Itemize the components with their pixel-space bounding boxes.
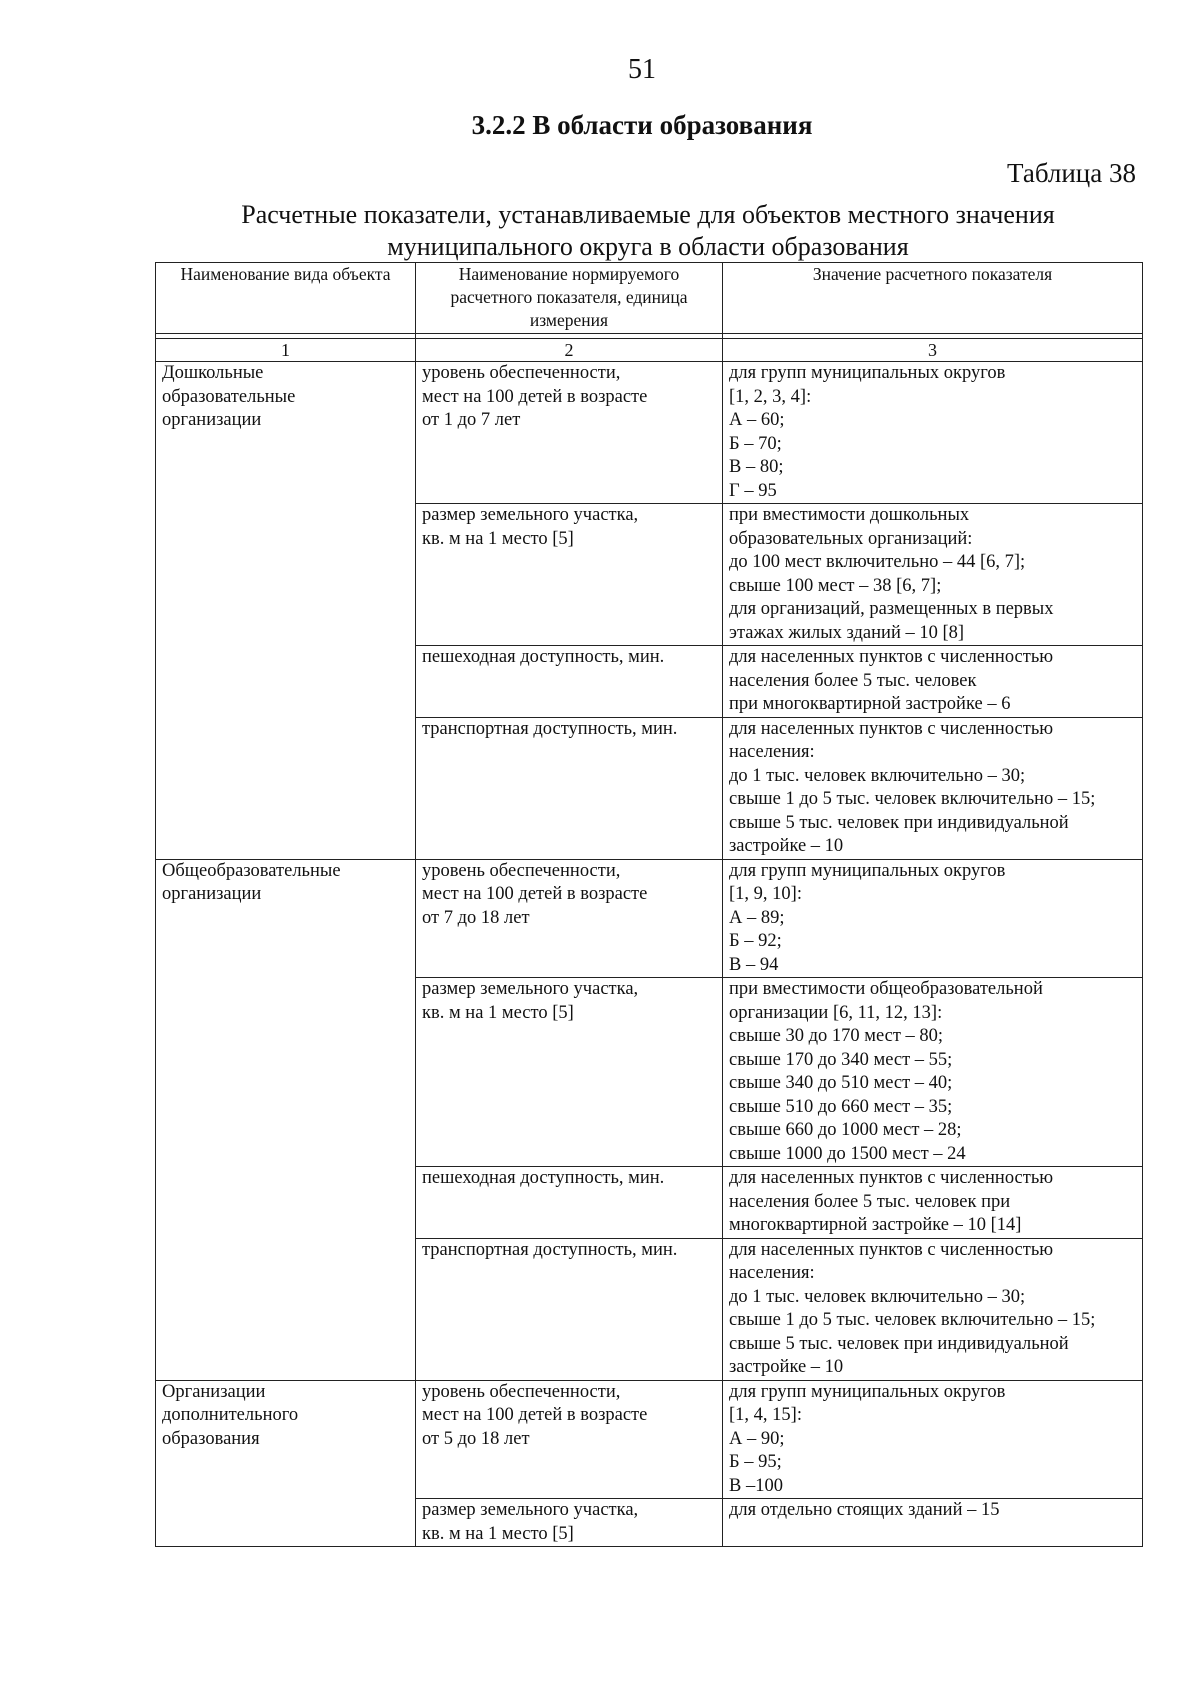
table-title: Расчетные показатели, устанавливаемые для объектов местного значения муниципального округа в области образования <box>241 200 1055 261</box>
object-type-cell: Дошкольные образовательные организации <box>156 362 416 860</box>
indicator-cell: транспортная доступность, мин. <box>416 1238 723 1380</box>
column-number-3: 3 <box>723 339 1143 362</box>
column-number-2: 2 <box>416 339 723 362</box>
column-number-1: 1 <box>156 339 416 362</box>
value-cell: для населенных пунктов с численностью населения более 5 тыс. человек при многоквартирной застройке – 10 [14] <box>723 1167 1143 1239</box>
value-cell: при вместимости дошкольных образовательных организаций: до 100 мест включительно – 44 [6, 7]; свыше 100 мест – 38 [6, 7]; для организаций, размещенных в первых этажах жилых зданий – 10 [8] <box>723 504 1143 646</box>
indicator-cell: размер земельного участка, кв. м на 1 место [5] <box>416 1499 723 1547</box>
indicator-cell: размер земельного участка, кв. м на 1 место [5] <box>416 978 723 1167</box>
indicator-cell: пешеходная доступность, мин. <box>416 646 723 718</box>
table-row <box>156 1380 1143 1499</box>
column-number-row <box>156 339 1143 362</box>
object-type-cell: Организации дополнительного образования <box>156 1380 416 1547</box>
value-cell: для населенных пунктов с численностью населения: до 1 тыс. человек включительно – 30; свыше 1 до 5 тыс. человек включительно – 15; свыше 5 тыс. человек при индивидуальной застройке – 10 <box>723 1238 1143 1380</box>
table-label: Таблица 38 <box>1007 158 1136 188</box>
indicator-cell: уровень обеспеченности, мест на 100 детей в возрасте от 1 до 7 лет <box>416 362 723 504</box>
value-cell: для населенных пунктов с численностью населения более 5 тыс. человек при многоквартирной застройке – 6 <box>723 646 1143 718</box>
header-row <box>156 263 1143 334</box>
section-title: 3.2.2 В области образования <box>471 110 813 140</box>
value-cell: для населенных пунктов с численностью населения: до 1 тыс. человек включительно – 30; свыше 1 до 5 тыс. человек включительно – 15; свыше 5 тыс. человек при индивидуальной застройке – 10 <box>723 717 1143 859</box>
value-cell: при вместимости общеобразовательной организации [6, 11, 12, 13]: свыше 30 до 170 мест – 80; свыше 170 до 340 мест – 55; свыше 340 до 510 мест – 40; свыше 510 до 660 мест – 35; свыше 660 до 1000 мест – 28; свыше 1000 до 1500 мест – 24 <box>723 978 1143 1167</box>
header-value: Значение расчетного показателя <box>723 263 1143 334</box>
indicator-cell: транспортная доступность, мин. <box>416 717 723 859</box>
object-type-cell: Общеобразовательные организации <box>156 859 416 1380</box>
standards-table <box>155 262 1143 1547</box>
indicator-cell: уровень обеспеченности, мест на 100 детей в возрасте от 5 до 18 лет <box>416 1380 723 1499</box>
value-cell: для групп муниципальных округов [1, 9, 10]: А – 89; Б – 92; В – 94 <box>723 859 1143 978</box>
value-cell: для групп муниципальных округов [1, 4, 15]: А – 90; Б – 95; В –100 <box>723 1380 1143 1499</box>
indicator-cell: размер земельного участка, кв. м на 1 место [5] <box>416 504 723 646</box>
indicator-cell: пешеходная доступность, мин. <box>416 1167 723 1239</box>
page-number: 51 <box>628 54 656 85</box>
header-indicator: Наименование нормируемого расчетного показателя, единица измерения <box>416 263 723 334</box>
value-cell: для отдельно стоящих зданий – 15 <box>723 1499 1143 1547</box>
indicator-cell: уровень обеспеченности, мест на 100 детей в возрасте от 7 до 18 лет <box>416 859 723 978</box>
table-row <box>156 362 1143 504</box>
header-object-type: Наименование вида объекта <box>156 263 416 334</box>
value-cell: для групп муниципальных округов [1, 2, 3, 4]: А – 60; Б – 70; В – 80; Г – 95 <box>723 362 1143 504</box>
table-row <box>156 859 1143 978</box>
